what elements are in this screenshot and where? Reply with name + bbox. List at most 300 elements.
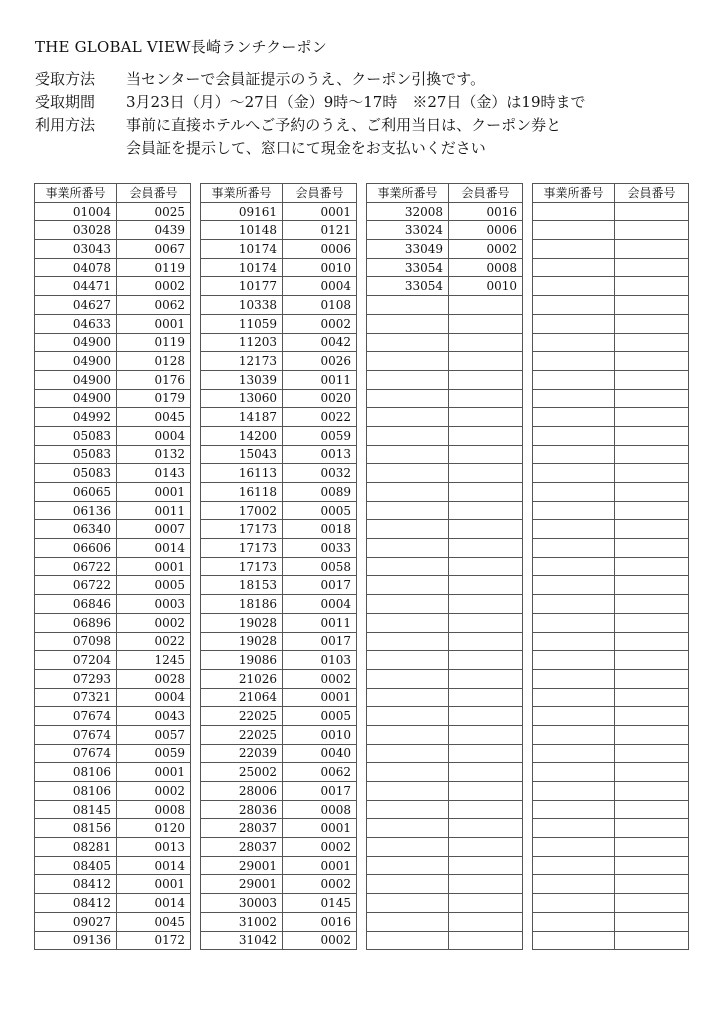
member-number-cell	[615, 370, 689, 389]
table-row	[201, 520, 357, 539]
member-number-cell: 0013	[117, 838, 191, 857]
table-row	[533, 445, 689, 464]
table-row	[201, 763, 357, 782]
member-number-cell: 1245	[117, 651, 191, 670]
office-number-cell: 31002	[201, 912, 283, 931]
table-row	[35, 707, 191, 726]
member-number-cell	[449, 483, 523, 502]
office-number-cell: 04900	[35, 389, 117, 408]
office-number-cell	[367, 894, 449, 913]
office-number-cell	[533, 725, 615, 744]
office-number-cell	[367, 520, 449, 539]
member-number-cell	[449, 296, 523, 315]
office-number-cell: 04471	[35, 277, 117, 296]
office-number-cell: 10174	[201, 258, 283, 277]
office-number-cell: 17173	[201, 539, 283, 558]
table-row	[533, 931, 689, 950]
office-number-cell	[367, 838, 449, 857]
member-number-cell	[615, 688, 689, 707]
member-number-cell	[615, 744, 689, 763]
office-number-cell	[367, 426, 449, 445]
table-row	[533, 688, 689, 707]
info-value: 会員証を提示して、窓口にて現金をお支払いください	[126, 139, 486, 157]
member-number-cell: 0013	[283, 445, 357, 464]
office-number-cell: 22025	[201, 725, 283, 744]
office-number-cell	[367, 613, 449, 632]
member-number-cell	[615, 426, 689, 445]
member-number-cell: 0143	[117, 464, 191, 483]
table-row	[533, 333, 689, 352]
office-number-cell	[367, 539, 449, 558]
table-row	[533, 763, 689, 782]
office-number-cell	[367, 296, 449, 315]
table-row	[35, 408, 191, 427]
table-row	[35, 595, 191, 614]
member-number-cell: 0002	[117, 277, 191, 296]
info-row	[35, 68, 586, 91]
office-number-cell: 05083	[35, 464, 117, 483]
office-number-cell: 16113	[201, 464, 283, 483]
table-row	[367, 202, 523, 221]
info-row	[35, 91, 586, 114]
table-row	[367, 408, 523, 427]
office-number-cell: 06722	[35, 576, 117, 595]
table-row	[533, 856, 689, 875]
member-number-cell: 0028	[117, 669, 191, 688]
member-number-cell	[615, 539, 689, 558]
table-row	[35, 725, 191, 744]
member-table	[34, 183, 191, 950]
member-number-cell: 0003	[117, 595, 191, 614]
table-row	[35, 613, 191, 632]
table-row	[201, 669, 357, 688]
member-number-cell	[615, 931, 689, 950]
member-number-cell	[615, 258, 689, 277]
member-number-cell	[615, 240, 689, 259]
table-row	[201, 595, 357, 614]
table-row	[35, 314, 191, 333]
member-number-cell	[449, 651, 523, 670]
office-number-cell	[367, 314, 449, 333]
office-number-cell	[533, 819, 615, 838]
member-number-cell	[449, 875, 523, 894]
table-row	[35, 539, 191, 558]
table-row	[367, 931, 523, 950]
member-number-cell	[615, 707, 689, 726]
member-number-cell: 0025	[117, 202, 191, 221]
member-number-cell: 0128	[117, 352, 191, 371]
member-number-cell: 0002	[449, 240, 523, 259]
table-row	[533, 725, 689, 744]
office-number-cell: 22039	[201, 744, 283, 763]
member-number-cell: 0132	[117, 445, 191, 464]
table-row	[35, 426, 191, 445]
member-number-cell	[449, 595, 523, 614]
office-number-cell: 19028	[201, 613, 283, 632]
table-row	[533, 744, 689, 763]
table-row	[367, 483, 523, 502]
table-row	[533, 632, 689, 651]
table-row	[367, 333, 523, 352]
office-number-cell	[367, 370, 449, 389]
table-row	[533, 240, 689, 259]
table-row	[367, 296, 523, 315]
header-row	[35, 184, 191, 203]
member-number-cell	[449, 912, 523, 931]
table-row	[367, 370, 523, 389]
table-row	[35, 370, 191, 389]
member-number-cell	[615, 632, 689, 651]
table-row	[533, 576, 689, 595]
member-number-cell	[615, 800, 689, 819]
member-number-cell	[615, 651, 689, 670]
table-row	[35, 576, 191, 595]
office-number-cell: 04900	[35, 352, 117, 371]
member-number-cell	[449, 669, 523, 688]
member-number-cell: 0062	[283, 763, 357, 782]
member-number-cell: 0005	[283, 501, 357, 520]
member-number-cell	[615, 576, 689, 595]
member-number-cell: 0020	[283, 389, 357, 408]
office-number-cell	[367, 501, 449, 520]
office-number-cell: 29001	[201, 875, 283, 894]
member-number-cell: 0119	[117, 333, 191, 352]
table-row	[367, 539, 523, 558]
member-number-cell	[449, 352, 523, 371]
member-number-cell: 0172	[117, 931, 191, 950]
member-number-cell	[449, 557, 523, 576]
office-number-cell	[533, 595, 615, 614]
office-number-cell: 09136	[35, 931, 117, 950]
office-number-cell: 28036	[201, 800, 283, 819]
member-number-cell: 0016	[449, 202, 523, 221]
office-number-cell	[533, 875, 615, 894]
office-number-cell	[367, 856, 449, 875]
office-number-cell	[367, 688, 449, 707]
office-number-cell: 07204	[35, 651, 117, 670]
office-number-cell: 11203	[201, 333, 283, 352]
member-number-cell: 0059	[117, 744, 191, 763]
member-number-cell: 0058	[283, 557, 357, 576]
office-number-header: 事業所番号	[201, 184, 283, 203]
member-number-cell	[449, 333, 523, 352]
table-row	[367, 632, 523, 651]
table-row	[35, 221, 191, 240]
office-number-cell: 32008	[367, 202, 449, 221]
member-table	[200, 183, 357, 950]
office-number-cell	[533, 838, 615, 857]
table-row	[35, 445, 191, 464]
table-row	[533, 314, 689, 333]
member-number-cell: 0001	[117, 483, 191, 502]
table-row	[35, 296, 191, 315]
member-number-cell: 0103	[283, 651, 357, 670]
office-number-cell: 19028	[201, 632, 283, 651]
table-row	[201, 277, 357, 296]
table-row	[201, 314, 357, 333]
table-row	[201, 501, 357, 520]
member-number-cell: 0033	[283, 539, 357, 558]
table-row	[35, 782, 191, 801]
member-number-cell: 0062	[117, 296, 191, 315]
office-number-cell: 10174	[201, 240, 283, 259]
member-number-cell: 0008	[449, 258, 523, 277]
table-row	[367, 352, 523, 371]
member-number-cell	[449, 576, 523, 595]
info-section	[35, 68, 586, 160]
table-row	[35, 669, 191, 688]
member-number-cell: 0057	[117, 725, 191, 744]
table-row	[35, 389, 191, 408]
office-number-cell	[367, 445, 449, 464]
office-number-cell	[367, 744, 449, 763]
office-number-cell: 11059	[201, 314, 283, 333]
office-number-cell: 04992	[35, 408, 117, 427]
table-row	[201, 632, 357, 651]
office-number-cell	[367, 333, 449, 352]
table-row	[367, 912, 523, 931]
table-row	[533, 557, 689, 576]
office-number-header: 事業所番号	[35, 184, 117, 203]
member-number-cell	[615, 314, 689, 333]
table-row	[35, 464, 191, 483]
member-number-cell	[449, 707, 523, 726]
office-number-cell	[367, 707, 449, 726]
table-row	[533, 613, 689, 632]
member-number-cell: 0179	[117, 389, 191, 408]
table-row	[35, 744, 191, 763]
office-number-cell	[367, 651, 449, 670]
office-number-cell: 08156	[35, 819, 117, 838]
table-row	[533, 669, 689, 688]
member-number-cell	[449, 688, 523, 707]
table-row	[35, 819, 191, 838]
office-number-cell: 07098	[35, 632, 117, 651]
member-number-cell: 0001	[283, 688, 357, 707]
office-number-cell	[533, 912, 615, 931]
table-row	[201, 800, 357, 819]
office-number-cell: 06065	[35, 483, 117, 502]
member-number-cell: 0045	[117, 912, 191, 931]
office-number-cell: 08405	[35, 856, 117, 875]
office-number-cell: 06722	[35, 557, 117, 576]
table-row	[201, 931, 357, 950]
table-row	[367, 725, 523, 744]
table-row	[367, 819, 523, 838]
office-number-cell	[533, 782, 615, 801]
member-number-header: 会員番号	[449, 184, 523, 203]
member-number-cell: 0059	[283, 426, 357, 445]
table-row	[367, 651, 523, 670]
office-number-cell	[533, 221, 615, 240]
office-number-cell: 04900	[35, 333, 117, 352]
table-row	[201, 613, 357, 632]
member-number-cell	[615, 483, 689, 502]
table-row	[35, 352, 191, 371]
member-number-cell: 0439	[117, 221, 191, 240]
office-number-cell: 06340	[35, 520, 117, 539]
office-number-cell: 08106	[35, 782, 117, 801]
office-number-cell: 09161	[201, 202, 283, 221]
table-row	[201, 258, 357, 277]
member-number-cell	[615, 894, 689, 913]
member-number-header: 会員番号	[283, 184, 357, 203]
table-row	[533, 800, 689, 819]
member-number-cell	[615, 856, 689, 875]
office-number-cell: 33024	[367, 221, 449, 240]
member-number-header: 会員番号	[615, 184, 689, 203]
table-row	[533, 912, 689, 931]
member-number-cell: 0002	[283, 875, 357, 894]
office-number-cell	[533, 352, 615, 371]
table-row	[367, 613, 523, 632]
table-row	[35, 520, 191, 539]
member-number-cell	[449, 931, 523, 950]
office-number-cell	[533, 632, 615, 651]
table-row	[201, 240, 357, 259]
office-number-cell	[533, 370, 615, 389]
member-number-cell: 0001	[117, 557, 191, 576]
table-row	[367, 389, 523, 408]
member-number-cell: 0004	[117, 688, 191, 707]
member-number-cell	[615, 875, 689, 894]
office-number-cell	[533, 763, 615, 782]
office-number-cell: 33054	[367, 258, 449, 277]
member-number-cell	[615, 352, 689, 371]
table-row	[367, 856, 523, 875]
table-row	[201, 539, 357, 558]
office-number-cell	[367, 782, 449, 801]
member-number-cell: 0026	[283, 352, 357, 371]
info-label: 利用方法	[35, 116, 96, 134]
office-number-cell	[367, 483, 449, 502]
member-number-cell	[615, 595, 689, 614]
member-number-cell	[615, 763, 689, 782]
member-table	[366, 183, 523, 950]
table-row	[367, 595, 523, 614]
member-number-cell: 0004	[283, 595, 357, 614]
office-number-cell	[533, 576, 615, 595]
office-number-cell: 10148	[201, 221, 283, 240]
office-number-cell	[367, 669, 449, 688]
member-number-cell	[615, 501, 689, 520]
member-number-cell: 0001	[117, 314, 191, 333]
member-number-cell	[615, 389, 689, 408]
office-number-cell	[367, 912, 449, 931]
member-number-cell	[449, 314, 523, 333]
header-row	[533, 184, 689, 203]
table-row	[533, 520, 689, 539]
member-number-cell	[615, 912, 689, 931]
member-number-cell: 0017	[283, 576, 357, 595]
office-number-cell	[367, 725, 449, 744]
office-number-cell: 28006	[201, 782, 283, 801]
office-number-cell	[367, 595, 449, 614]
office-number-cell: 10338	[201, 296, 283, 315]
table-row	[201, 464, 357, 483]
info-row	[35, 114, 586, 137]
member-number-cell	[615, 202, 689, 221]
table-row	[533, 426, 689, 445]
table-row	[201, 333, 357, 352]
office-number-cell: 08412	[35, 875, 117, 894]
member-number-cell: 0108	[283, 296, 357, 315]
table-row	[35, 763, 191, 782]
table-row	[367, 782, 523, 801]
member-number-cell: 0004	[283, 277, 357, 296]
office-number-cell	[367, 408, 449, 427]
table-row	[533, 221, 689, 240]
member-number-cell: 0002	[117, 782, 191, 801]
table-row	[201, 782, 357, 801]
office-number-cell: 08145	[35, 800, 117, 819]
office-number-cell: 22025	[201, 707, 283, 726]
table-row	[201, 707, 357, 726]
table-row	[35, 800, 191, 819]
table-row	[35, 651, 191, 670]
member-number-cell: 0002	[283, 669, 357, 688]
office-number-cell	[367, 800, 449, 819]
table-row	[533, 352, 689, 371]
table-row	[201, 445, 357, 464]
office-number-cell: 04633	[35, 314, 117, 333]
office-number-cell	[533, 744, 615, 763]
table-row	[35, 258, 191, 277]
office-number-cell	[367, 931, 449, 950]
info-label	[35, 137, 126, 160]
table-row	[35, 912, 191, 931]
office-number-cell: 07321	[35, 688, 117, 707]
office-number-cell	[533, 277, 615, 296]
office-number-cell: 14187	[201, 408, 283, 427]
office-number-cell	[367, 352, 449, 371]
member-number-cell: 0032	[283, 464, 357, 483]
table-row	[367, 688, 523, 707]
table-row	[201, 894, 357, 913]
member-number-cell: 0017	[283, 632, 357, 651]
table-row	[533, 651, 689, 670]
member-number-cell: 0001	[117, 875, 191, 894]
table-row	[35, 240, 191, 259]
table-row	[533, 501, 689, 520]
member-number-cell	[449, 389, 523, 408]
table-row	[35, 277, 191, 296]
table-row	[201, 744, 357, 763]
table-row	[201, 370, 357, 389]
member-number-cell: 0011	[117, 501, 191, 520]
table-row	[367, 501, 523, 520]
office-number-cell: 07293	[35, 669, 117, 688]
member-number-cell	[615, 613, 689, 632]
office-number-cell: 08412	[35, 894, 117, 913]
office-number-cell	[367, 632, 449, 651]
table-row	[533, 483, 689, 502]
member-number-cell	[449, 819, 523, 838]
table-row	[367, 520, 523, 539]
member-number-cell: 0176	[117, 370, 191, 389]
table-row	[201, 426, 357, 445]
member-number-cell: 0001	[283, 856, 357, 875]
member-number-cell: 0119	[117, 258, 191, 277]
table-row	[367, 464, 523, 483]
member-number-cell	[449, 426, 523, 445]
info-value: 3月23日（月）～27日（金）9時～17時 ※27日（金）は19時まで	[126, 93, 586, 111]
member-number-cell: 0011	[283, 370, 357, 389]
member-number-cell: 0002	[283, 838, 357, 857]
office-number-cell: 17173	[201, 557, 283, 576]
member-number-cell: 0001	[283, 202, 357, 221]
office-number-cell	[367, 464, 449, 483]
